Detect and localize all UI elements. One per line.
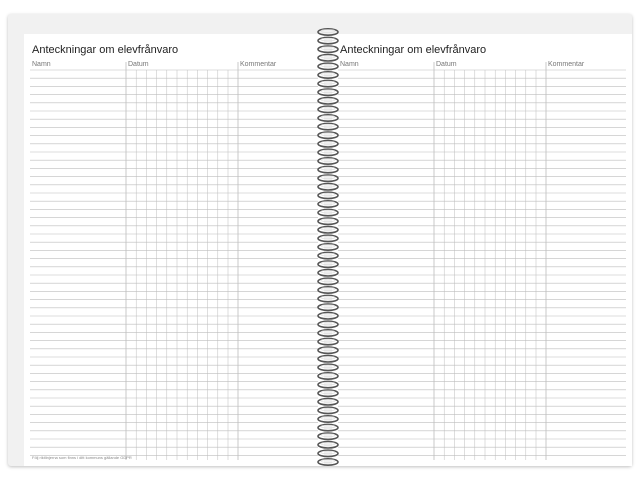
attendance-grid bbox=[30, 62, 318, 460]
spiral-ring-highlight bbox=[321, 81, 335, 84]
column-header-comment: Kommentar bbox=[548, 61, 585, 68]
spiral-ring-highlight bbox=[321, 124, 335, 127]
spiral-ring-highlight bbox=[321, 116, 335, 119]
spiral-ring-highlight bbox=[321, 296, 335, 299]
spiral-ring-highlight bbox=[321, 90, 335, 93]
spiral-ring-highlight bbox=[321, 47, 335, 50]
spiral-ring-highlight bbox=[321, 141, 335, 144]
spiral-ring-highlight bbox=[321, 460, 335, 463]
spiral-ring-highlight bbox=[321, 339, 335, 342]
grid-lines bbox=[30, 62, 318, 460]
spiral-ring-highlight bbox=[321, 202, 335, 205]
spiral-ring-highlight bbox=[321, 322, 335, 325]
spiral-ring-highlight bbox=[321, 64, 335, 67]
spiral-ring-highlight bbox=[321, 270, 335, 273]
spiral-ring-highlight bbox=[321, 219, 335, 222]
grid-lines bbox=[338, 62, 626, 460]
spiral-ring-highlight bbox=[321, 227, 335, 230]
spiral-binding bbox=[312, 24, 344, 474]
column-header-comment: Kommentar bbox=[240, 61, 277, 68]
spiral-ring-highlight bbox=[321, 150, 335, 153]
spiral-ring-highlight bbox=[321, 236, 335, 239]
page-title: Anteckningar om elevfrånvaro bbox=[32, 44, 179, 56]
spiral-ring-highlight bbox=[321, 331, 335, 334]
column-header-date: Datum bbox=[436, 61, 457, 68]
spiral-ring-highlight bbox=[321, 408, 335, 411]
spiral-ring-highlight bbox=[321, 176, 335, 179]
spiral-ring-highlight bbox=[321, 55, 335, 58]
spiral-ring-highlight bbox=[321, 442, 335, 445]
spiral-ring-highlight bbox=[321, 391, 335, 394]
spiral-ring-highlight bbox=[321, 382, 335, 385]
column-header-name: Namn bbox=[340, 61, 359, 68]
spiral-ring-highlight bbox=[321, 313, 335, 316]
column-header-date: Datum bbox=[128, 61, 149, 68]
spiral-ring-highlight bbox=[321, 288, 335, 291]
spiral-ring-highlight bbox=[321, 245, 335, 248]
spiral-ring-highlight bbox=[321, 210, 335, 213]
column-header-name: Namn bbox=[32, 61, 51, 68]
spiral-ring-highlight bbox=[321, 30, 335, 33]
spiral-ring-highlight bbox=[321, 365, 335, 368]
spiral-ring-highlight bbox=[321, 451, 335, 454]
spiral-ring-highlight bbox=[321, 193, 335, 196]
attendance-grid bbox=[338, 62, 626, 460]
spiral-ring-highlight bbox=[321, 262, 335, 265]
right-page bbox=[332, 34, 632, 466]
notebook-spread bbox=[8, 14, 632, 466]
spiral-ring-highlight bbox=[321, 434, 335, 437]
page-title: Anteckningar om elevfrånvaro bbox=[340, 44, 487, 56]
spiral-ring-highlight bbox=[321, 348, 335, 351]
spiral-ring-highlight bbox=[321, 167, 335, 170]
spiral-ring-highlight bbox=[321, 133, 335, 136]
spiral-ring-highlight bbox=[321, 184, 335, 187]
left-page bbox=[24, 34, 324, 466]
spiral-ring-highlight bbox=[321, 107, 335, 110]
spiral-ring-highlight bbox=[321, 374, 335, 377]
spiral-ring-highlight bbox=[321, 159, 335, 162]
spiral-ring-highlight bbox=[321, 73, 335, 76]
spiral-ring-highlight bbox=[321, 399, 335, 402]
spiral-ring-highlight bbox=[321, 279, 335, 282]
spiral-ring-highlight bbox=[321, 305, 335, 308]
spiral-ring-highlight bbox=[321, 417, 335, 420]
spiral-ring-highlight bbox=[321, 38, 335, 41]
footer-note: Följ riktlinjerna som finns i ditt kommuns gällande GDPR bbox=[32, 455, 132, 460]
spiral-ring-highlight bbox=[321, 98, 335, 101]
spiral-ring-highlight bbox=[321, 356, 335, 359]
spiral-ring-highlight bbox=[321, 425, 335, 428]
spiral-ring-highlight bbox=[321, 253, 335, 256]
